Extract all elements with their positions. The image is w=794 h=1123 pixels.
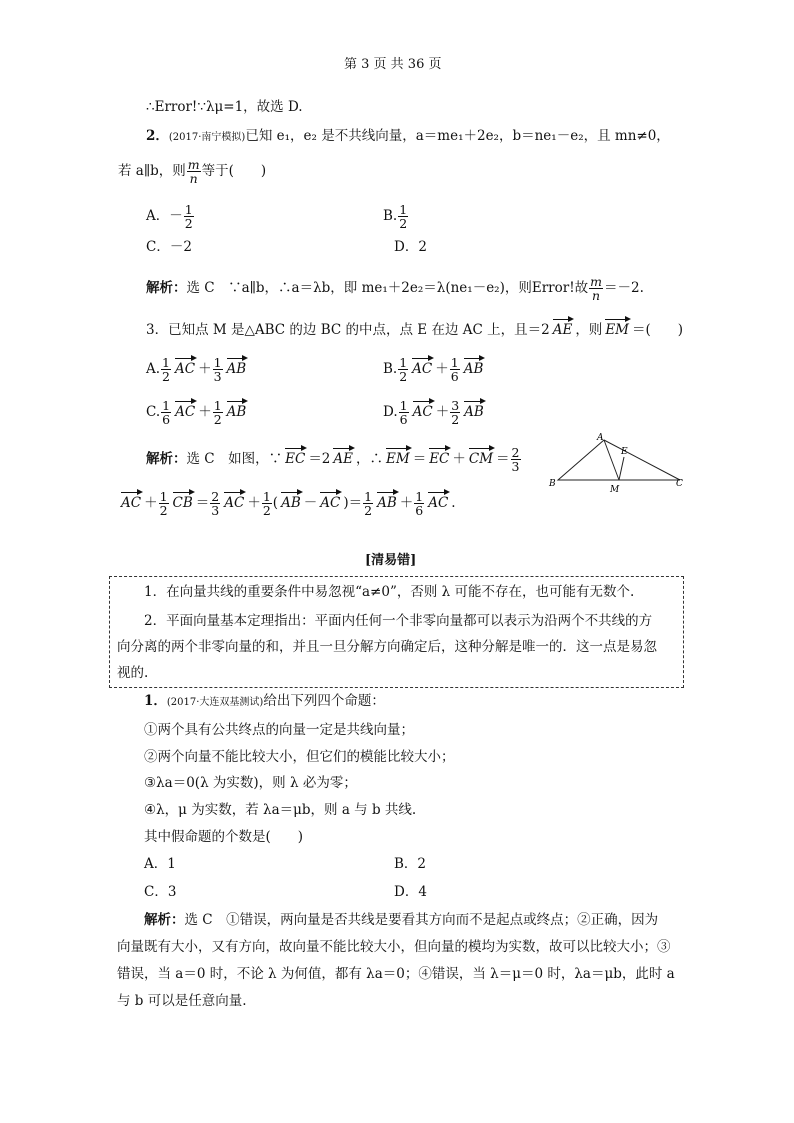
q2-source: (2017·南宁模拟) <box>168 132 246 143</box>
q2-number: 2． <box>146 128 169 144</box>
q2-fraction-m-n: $\frac{m}{n}$ <box>187 157 200 186</box>
q2-option-b: B. $\frac{1}{2}$ <box>383 202 408 231</box>
ex1-proposition-4: ④λ，μ 为实数，若 λa＝μb，则 a 与 b 共线. <box>144 802 417 818</box>
ex1-option-c: C．3 <box>144 884 177 900</box>
q2-analysis: 解析：选 C ∵a∥b，∴a＝λb，即 me₁＋2e₂＝λ(ne₁－e₂)，则Error!故 $\frac{m}{n}$ ＝－2. <box>146 274 644 303</box>
label-E: E <box>621 447 628 457</box>
qingyicuo-item1: 1．在向量共线的重要条件中易忽视“a≠0”，否则 λ 可能不存在，也可能有无数个. <box>144 584 635 600</box>
qingyicuo-item2-line2: 向分离的两个非零向量的和，并且一旦分解方向确定后，这种分解是唯一的．这一点是易忽 <box>117 639 657 655</box>
q3-option-a: A. $\frac{1}{2}$ AC ＋ $\frac{1}{3}$ AB <box>146 355 247 384</box>
q2-stem-b1: 若 a∥b，则 <box>118 163 186 179</box>
ex1-stem: 1．(2017·大连双基测试)给出下列四个命题： <box>144 693 385 709</box>
triangle-figure <box>545 430 690 495</box>
ex1-analysis-line4: 与 b 可以是任意向量. <box>117 993 247 1009</box>
page-header: 第 3 页 共 36 页 <box>344 57 442 72</box>
ex1-option-b: B．2 <box>394 856 427 872</box>
ex1-analysis-line1: 解析：选 C ①错误，两向量是否共线是要看其方向而不是起点或终点；②正确，因为 <box>144 912 659 928</box>
label-C: C <box>676 479 683 489</box>
qingyicuo-item2-line1: 2．平面向量基本定理指出：平面内任何一个非零向量都可以表示为沿两个不共线的方 <box>144 613 653 629</box>
label-A: A <box>597 433 604 443</box>
ex1-question: 其中假命题的个数是( ) <box>144 829 304 845</box>
ex1-analysis-line3: 错误，当 a＝0 时，不论 λ 为何值，都有 λa＝0；④错误，当 λ＝μ＝0 时，λa＝μb，此时 a <box>117 966 675 982</box>
ex1-proposition-1: ①两个具有公共终点的向量一定是共线向量； <box>144 722 414 738</box>
ex1-option-a: A．1 <box>144 856 176 872</box>
q2-stem-line2 <box>118 158 266 185</box>
q2-option-a: A．－ $\frac{1}{2}$ <box>146 202 193 231</box>
q3-analysis-line2: AC ＋ $\frac{1}{2}$ CB ＝ $\frac{2}{3}$ AC ＋ $\frac{1}{2}$ ( AB － AC )＝ $\frac{1}{2}$ AB ＋ $\frac{1}{6}$ AC . <box>121 489 456 518</box>
section-title-qingyicuo: [清易错] <box>365 553 417 568</box>
ex1-proposition-3: ③λa＝0(λ 为实数)，则 λ 必为零； <box>144 775 357 791</box>
q3-stem: 3．已知点 M 是△ABC 的边 BC 的中点，点 E 在边 AC 上，且＝2 AE ，则 EM ＝( ) <box>146 318 683 339</box>
q3-option-b: B. $\frac{1}{2}$ AC ＋ $\frac{1}{6}$ AB <box>383 355 484 384</box>
q2-stem-line1 <box>146 127 670 147</box>
q3-option-c: C. $\frac{1}{6}$ AC ＋ $\frac{1}{2}$ AB <box>146 398 247 427</box>
q2-option-c: C．－2 <box>146 239 192 255</box>
q1-conclusion: ∴Error!∵λμ=1，故选 D. <box>146 99 303 115</box>
ex1-proposition-2: ②两个向量不能比较大小，但它们的模能比较大小； <box>144 749 455 765</box>
label-M: M <box>610 485 620 495</box>
qingyicuo-item2-line3: 视的. <box>117 665 149 681</box>
q2-stem-b2: 等于( ) <box>201 163 267 179</box>
ex1-analysis-line2: 向量既有大小，又有方向，故向量不能比较大小，但向量的模均为实数，故可以比较大小；③ <box>117 939 671 955</box>
q3-option-d: D. $\frac{1}{6}$ AC ＋ $\frac{3}{2}$ AB <box>383 398 484 427</box>
label-B: B <box>549 479 556 489</box>
q3-analysis-line1: 解析：选 C 如图，∵ EC ＝2 AE ，∴ EM ＝ EC ＋ CM ＝ $\frac{2}{3}$ <box>146 445 520 474</box>
ex1-option-d: D．4 <box>394 884 427 900</box>
q2-stem-a: 已知 e₁，e₂ 是不共线向量，a＝me₁＋2e₂，b＝ne₁－e₂，且 mn≠0， <box>245 128 670 144</box>
q2-option-d: D．2 <box>394 239 427 255</box>
